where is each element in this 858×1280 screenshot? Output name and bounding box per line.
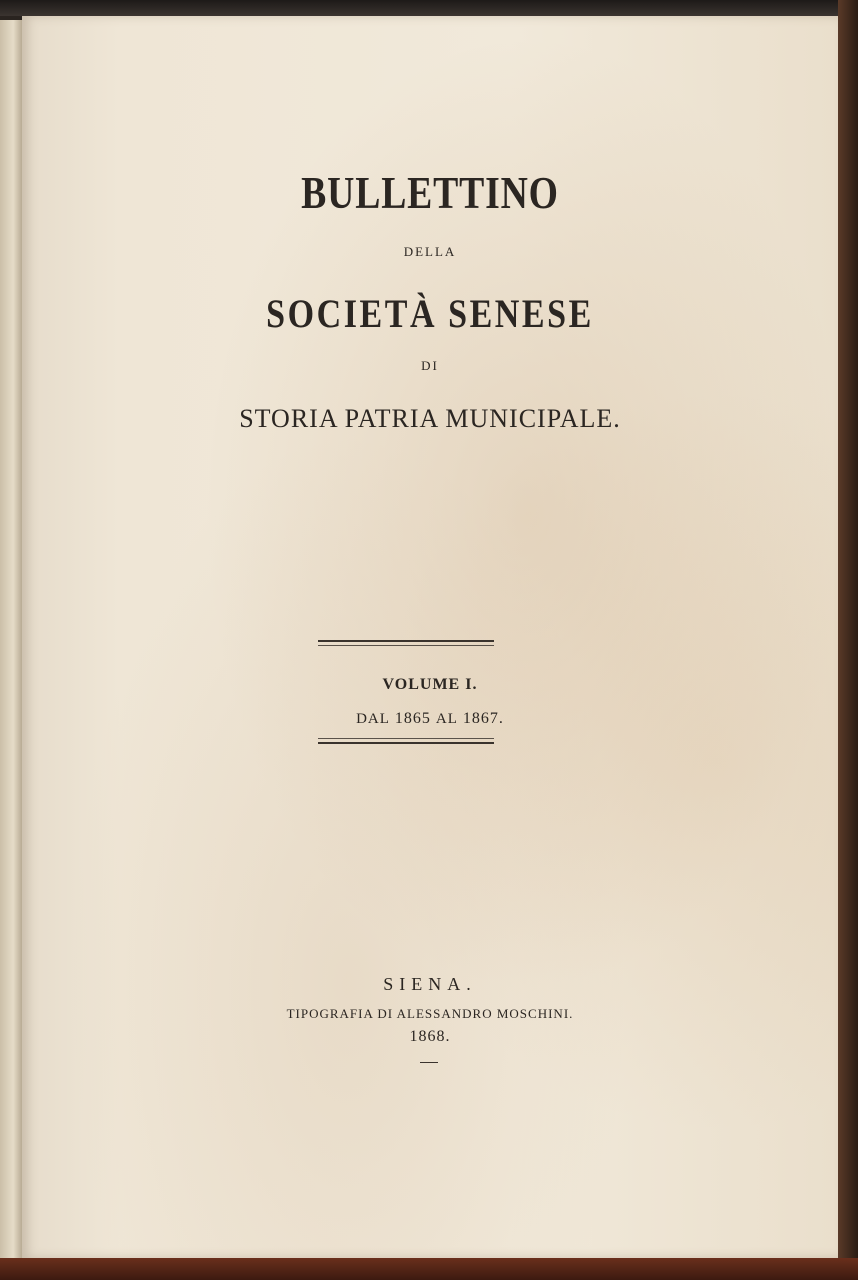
years-from: 1865	[394, 710, 431, 727]
bottom-rule-fine	[318, 738, 494, 739]
city-name: SIENA.	[383, 974, 477, 994]
years-mid: AL	[435, 711, 458, 727]
publication-year: 1868.	[409, 1028, 451, 1045]
years-prefix: DAL	[356, 711, 390, 727]
title-page	[22, 16, 838, 1258]
bottom-rule	[318, 742, 494, 744]
page-title: BULLETTINO	[301, 167, 559, 218]
top-rule	[318, 640, 494, 642]
di-text: DI	[421, 358, 439, 373]
years-to: 1867.	[462, 710, 504, 727]
della-text: DELLA	[403, 244, 457, 259]
subject-line: STORIA PATRIA MUNICIPALE.	[239, 404, 621, 433]
book-right-edge	[838, 0, 858, 1280]
volume-label: VOLUME I.	[382, 676, 478, 693]
society-name: SOCIETÀ SENESE	[266, 291, 594, 336]
book-cover-edge	[0, 1258, 858, 1280]
closing-dash	[420, 1062, 438, 1063]
top-rule-fine	[318, 645, 494, 646]
book-top-edge	[0, 0, 858, 16]
book-gutter	[0, 20, 22, 1260]
printer-name: TIPOGRAFIA DI ALESSANDRO MOSCHINI.	[286, 1006, 574, 1021]
years-range	[22, 710, 838, 728]
